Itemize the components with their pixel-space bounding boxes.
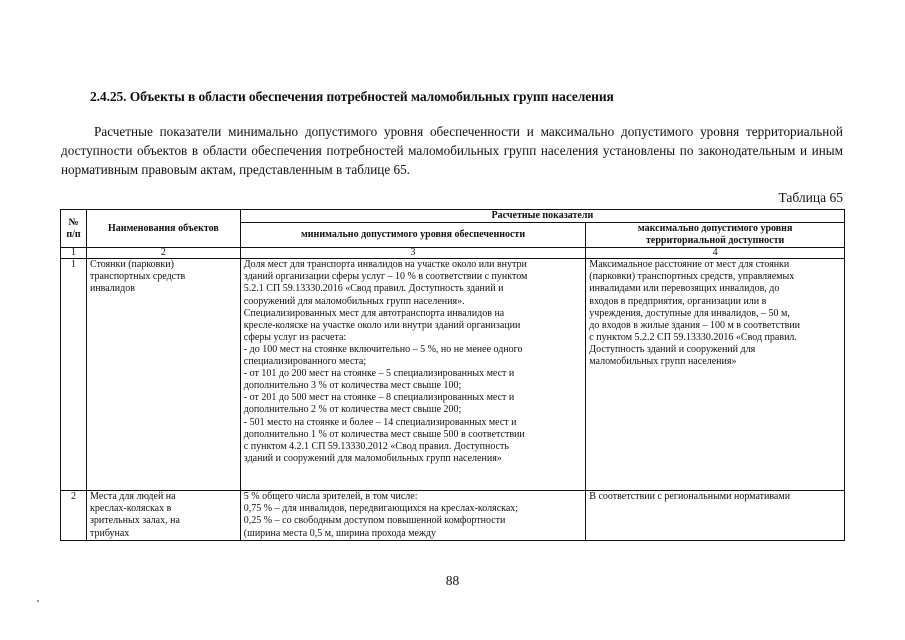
row-name: Места для людей на креслах-колясках в зрительных залах, на трибунах bbox=[86, 491, 240, 540]
row-name: Стоянки (парковки) транспортных средств инвалидов bbox=[86, 259, 240, 491]
table-header-row bbox=[61, 210, 845, 223]
index-cell: 4 bbox=[586, 248, 845, 259]
header-group: Расчетные показатели bbox=[240, 210, 844, 223]
header-max: максимально допустимого уровня территориальной доступности bbox=[586, 223, 845, 248]
section-heading: 2.4.25. Объекты в области обеспечения потребностей маломобильных групп населения bbox=[90, 89, 614, 104]
column-index-row bbox=[61, 248, 845, 259]
header-num: № п/п bbox=[61, 210, 87, 248]
index-cell: 1 bbox=[61, 248, 87, 259]
index-cell: 2 bbox=[86, 248, 240, 259]
index-cell: 3 bbox=[240, 248, 586, 259]
table-caption: Таблица 65 bbox=[778, 190, 843, 205]
row-min-value: Доля мест для транспорта инвалидов на участке около или внутри зданий организации сферы услуг – 10 % в соответствии с пунктом 5.2.1 СП 59.13330.2016 «Свод правил. Доступность зданий и сооружений для маломобильных групп населения». Специализированных мест для автотранспорта инвалидов на кресле-коляске на участке около или внутри зданий организации сферы услуг из расчета: - до 100 мест на стоянке включительно – 5 %, но не менее одного специализированного места; - от 101 до 200 мест на стоянке – 5 специализированных мест и дополнительно 3 % от количества мест свыше 100; - от 201 до 500 мест на стоянке – 8 специализированных мест и дополнительно 2 % от количества мест свыше 200; - 501 место на стоянке и более – 14 специализированных мест и дополнительно 1 % от количества мест свыше 500 в соответствии с пунктом 4.2.1 СП 59.13330.2012 «Свод правил. Доступность зданий и сооружений для маломобильных групп населения» bbox=[240, 259, 586, 491]
table-row bbox=[61, 491, 845, 540]
row-num: 2 bbox=[61, 491, 87, 540]
page-number: 88 bbox=[445, 573, 460, 588]
scan-speck bbox=[37, 600, 39, 602]
intro-paragraph: Расчетные показатели минимально допустимого уровня обеспеченности и максимально допустимого уровня территориальной доступности объектов в области обеспечения потребностей маломобильных групп населения установлены по законодательным и иным нормативным правовым актам, представленным в таблице 65. bbox=[61, 124, 843, 177]
table-row bbox=[61, 259, 845, 491]
row-min-value: 5 % общего числа зрителей, в том числе: 0,75 % – для инвалидов, передвигающихся на креслах-колясках; 0,25 % – со свободным доступом повышенной комфортности (ширина места 0,5 м, ширина прохода между bbox=[240, 491, 586, 540]
indicators-table bbox=[60, 209, 845, 541]
row-num: 1 bbox=[61, 259, 87, 491]
header-min: минимально допустимого уровня обеспеченности bbox=[240, 223, 586, 248]
header-name: Наименования объектов bbox=[86, 210, 240, 248]
row-max-value: В соответствии с региональными нормативами bbox=[586, 491, 845, 540]
row-max-value: Максимальное расстояние от мест для стоянки (парковки) транспортных средств, управляемых инвалидами или перевозящих инвалидов, до входов в предприятия, организации или в учреждения, доступные для инвалидов, – 50 м, до входов в жилые здания – 100 м в соответствии с пунктом 5.2.2 СП 59.13330.2016 «Свод правил. Доступность зданий и сооружений для маломобильных групп населения» bbox=[586, 259, 845, 491]
